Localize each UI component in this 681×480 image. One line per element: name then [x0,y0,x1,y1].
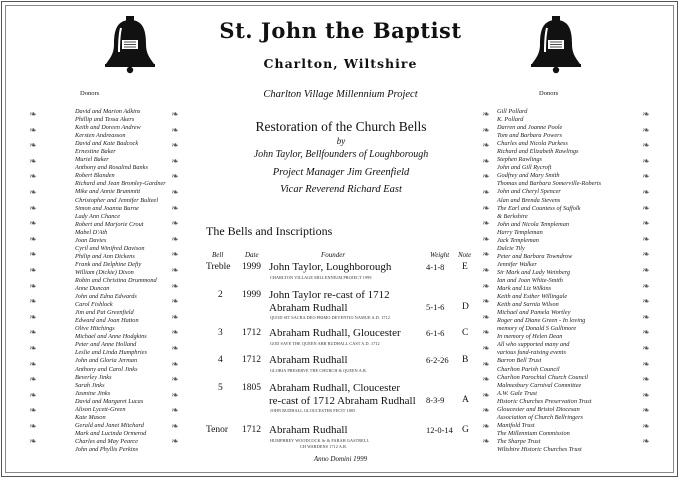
bell-founder-line2: re-cast of 1712 Abraham Rudhall [269,395,416,407]
donor-name: Wiltshire Historic Churches Trust [497,445,582,453]
ornament-glyph: ❧ [29,219,37,230]
ornament-glyph: ❧ [642,141,650,152]
bell-note: E [462,262,468,272]
ornament-glyph: ❧ [642,437,650,448]
bell-date: 1712 [242,355,261,365]
ornament-glyph: ❧ [171,359,179,370]
donor-name: Charles and May Pearce [75,437,138,445]
donor-name: Gloucester and Bristol Diocesan [497,405,580,413]
bell-weight: 12-0-14 [426,425,453,435]
bell-weight: 5-1-6 [426,302,445,312]
donor-name: Robin and Christina Drummond [75,276,157,284]
bell-founder: Abraham Rudhall [269,424,348,436]
ornament-border-left-inner [170,108,180,451]
donor-name: Phillip and Tessa Akers [75,116,135,124]
ornament-glyph: ❧ [482,390,490,401]
ornament-glyph: ❧ [482,406,490,417]
bell-date: 1712 [242,425,261,435]
ornament-glyph: ❧ [29,297,37,308]
ornament-glyph: ❧ [29,281,37,292]
bell-name: 2 [218,290,223,300]
bell-name: 3 [218,328,223,338]
donor-name: John and Gloria Jerman [75,357,138,365]
ornament-glyph: ❧ [171,234,179,245]
ornament-glyph: ❧ [171,156,179,167]
ornament-glyph: ❧ [171,421,179,432]
ornament-glyph: ❧ [29,343,37,354]
donor-name: David and Marion Adkins [75,108,141,115]
ornament-glyph: ❧ [482,234,490,245]
project-manager: Project Manager Jim Greenfield [272,167,410,178]
bell-weight: 6-1-6 [426,328,445,338]
bell-founder: Abraham Rudhall, Cloucester [269,382,401,394]
bell-weight: 4-1-8 [426,262,445,272]
ornament-glyph: ❧ [482,359,490,370]
ornament-glyph: ❧ [482,141,490,152]
donor-name: Mabel D'Ath [75,228,108,236]
ornament-glyph: ❧ [29,172,37,183]
bell-note: C [462,328,469,338]
bell-note: G [462,425,469,435]
ornament-glyph: ❧ [171,219,179,230]
ornament-glyph: ❧ [482,172,490,183]
donor-name: Alison Lycett-Green [75,405,126,413]
donor-name: Keith and Sarnia Wilson [497,301,559,309]
donor-name: Godfrey and Mary Smith [497,172,560,180]
donor-name: Jasmine Jinks [75,389,111,397]
ornament-glyph: ❧ [29,265,37,276]
ornament-glyph: ❧ [482,421,490,432]
ornament-glyph: ❧ [642,234,650,245]
bell-founder: John Taylor re-cast of 1712 [269,289,390,301]
donor-name: Sir Mark and Lady Weinberg [497,268,570,276]
donor-name: Christopher and Jennifer Bulteel [75,196,159,204]
donor-name: Muriel Baker [75,156,109,164]
donor-name: Charles and Nicola Purkess [497,140,568,148]
ornament-glyph: ❧ [642,312,650,323]
ornament-glyph: ❧ [29,328,37,339]
donor-name: John and Nicola Templeman [497,220,570,228]
column-header-note: Note [458,251,472,259]
donor-name: Roger and Diane Green - In loving [497,317,586,325]
ornament-glyph: ❧ [29,234,37,245]
ornament-glyph: ❧ [171,297,179,308]
ornament-glyph: ❧ [29,250,37,261]
bell-weight: 8-3-9 [426,395,445,405]
donor-name: The Millennium Commission [497,429,570,437]
bell-name: Tenor [206,425,229,435]
donor-name: The Earl and Countess of Suffolk [497,204,581,212]
donor-name: Richard and Elizabeth Rawlings [497,148,579,156]
ornament-glyph: ❧ [482,265,490,276]
donor-name: William (Dickie) Dixon [75,268,134,276]
church-title: St. John the Baptist [219,18,462,43]
ornament-glyph: ❧ [171,187,179,198]
ornament-glyph: ❧ [642,156,650,167]
bell-weight: 6-2-26 [426,355,449,365]
donor-name: Beverley Jinks [75,373,112,381]
ornament-glyph: ❧ [642,281,650,292]
ornament-glyph: ❧ [171,265,179,276]
donors-heading-right: Donors [539,90,559,97]
ornament-glyph: ❧ [482,187,490,198]
donor-name: Anne Duncan [75,285,110,293]
donor-name: All who supported many and [497,341,570,349]
bells-section-title: The Bells and Inscriptions [206,224,333,238]
donor-name: Philip and Ann Dickens [75,252,135,260]
bell-inscription-line2: CH WARDENS 1712 A.R. [300,444,348,449]
ornament-glyph: ❧ [642,265,650,276]
ornament-glyph: ❧ [29,375,37,386]
bell-name: 5 [218,383,223,393]
column-header-date: Date [245,251,259,259]
ornament-glyph: ❧ [171,141,179,152]
bell-date: 1999 [242,290,261,300]
ornament-glyph: ❧ [642,390,650,401]
donor-name: Mark and Lucinda Ormerod [75,429,147,437]
donor-name: John and Edna Edwards [75,293,137,301]
donor-name: Mike and Annie Brummitt [75,188,141,196]
bell-name: 4 [218,355,223,365]
ornament-glyph: ❧ [171,110,179,120]
donor-name: Joan Davies [75,236,107,244]
bell-date: 1999 [242,262,261,272]
ornament-glyph: ❧ [482,203,490,214]
location-subtitle: Charlton, Wiltshire [263,56,418,71]
bell-founder-line2: Abraham Rudhall [269,302,348,314]
donor-name: Peter and Barbara Towndrow [497,252,573,260]
restoration-by: by [336,136,346,146]
donor-name: memory of Donald S Gullimore [497,325,577,333]
ornament-glyph: ❧ [642,219,650,230]
ornament-glyph: ❧ [171,250,179,261]
ornament-glyph: ❧ [171,375,179,386]
ornament-glyph: ❧ [171,406,179,417]
bell-inscription: QUOD SIT SACRA DEO PRIMO DEVENTIO NAMUE A.D. 1712 [270,315,390,320]
donor-name: Kate Mason [75,413,106,421]
donor-name: Thomas and Barbara Somerville-Roberts [497,180,602,188]
donor-name: A.W. Gale Trust [497,389,538,397]
ornament-glyph: ❧ [642,125,650,136]
restoration-heading: Restoration of the Church Bells [255,119,427,134]
ornament-glyph: ❧ [642,406,650,417]
donor-name: Historic Churches Preservation Trust [497,397,592,405]
ornament-glyph: ❧ [642,421,650,432]
bell-founder: John Taylor, Loughborough [269,261,392,273]
ornament-glyph: ❧ [171,328,179,339]
donor-list-left [75,108,166,454]
bell-founder: Abraham Rudhall [269,354,348,366]
donor-name: Mark and Liz Wilkins [497,285,552,293]
ornament-glyph: ❧ [482,250,490,261]
donor-name: Gill Pollard [497,108,528,115]
ornament-glyph: ❧ [171,281,179,292]
anno-domini: Anno Domini 1999 [313,455,368,463]
donor-name: Carol Fishlock [75,301,113,309]
donor-name: John and Gill Rycroft [497,164,552,172]
donor-name: Lady Ann Chance [75,212,121,220]
donor-name: Michael and Pamela Wortley [497,309,571,317]
donor-name: Dulcie Tily [497,244,525,252]
ornament-glyph: ❧ [642,250,650,261]
ornament-glyph: ❧ [642,203,650,214]
donor-name: Darren and Joanne Poole [497,124,563,132]
donor-name: Anthony and Carol Jinks [75,365,138,373]
donor-name: K. Pollard [497,116,524,124]
bell-founder: Abraham Rudhall, Gloucester [269,327,401,339]
donor-name: Manifold Trust [497,421,535,429]
ornament-glyph: ❧ [29,187,37,198]
project-name: Charlton Village Millennium Project [263,89,418,100]
donor-name: Anthony and Rosalind Banks [75,164,148,172]
donor-name: Jack Templeman [497,236,539,244]
ornament-glyph: ❧ [29,156,37,167]
donor-name: Edward and Joan Hatton [75,317,139,325]
bell-note: B [462,355,469,365]
ornament-glyph: ❧ [642,297,650,308]
donor-name: Gerald and Janet Mitchard [75,421,144,429]
ornament-glyph: ❧ [171,125,179,136]
ornament-glyph: ❧ [171,203,179,214]
ornament-glyph: ❧ [171,437,179,448]
donor-name: Jim and Pat Greenfield [75,309,134,317]
donor-name: Alan and Brenda Stevens [497,196,561,204]
bell-name: Treble [206,262,231,272]
ornament-glyph: ❧ [642,343,650,354]
vicar: Vicar Reverend Richard East [280,184,402,195]
ornament-border-right [641,108,651,451]
donor-name: Harry Templeman [497,228,543,236]
ornament-glyph: ❧ [482,156,490,167]
bell-inscription: GLORIA PRESERVE THE CHURCH & QUEEN A.R. [270,368,368,373]
donor-name: Charlton Parochial Church Council [497,373,589,381]
ornament-glyph: ❧ [171,172,179,183]
ornament-glyph: ❧ [29,390,37,401]
donor-name: Kersten Andreasson [75,132,126,140]
donor-name: Jennifer Walker [497,260,537,268]
ornament-border-left [28,108,38,451]
donors-heading-left: Donors [80,90,100,97]
ornament-glyph: ❧ [29,312,37,323]
donor-name: Sarah Jinks [75,381,105,389]
ornament-glyph: ❧ [642,172,650,183]
donor-name: Robert and Marjorie Crout [75,220,144,228]
donor-name: In memory of Helen Dean [497,333,563,341]
ornament-glyph: ❧ [29,359,37,370]
ornament-glyph: ❧ [482,297,490,308]
ornament-glyph: ❧ [482,343,490,354]
ornament-glyph: ❧ [482,437,490,448]
ornament-glyph: ❧ [482,375,490,386]
ornament-glyph: ❧ [482,328,490,339]
bell-note: D [462,302,469,312]
donor-name: & Berkshire [497,212,528,220]
column-header-weight: Weight [430,251,450,259]
ornament-glyph: ❧ [29,421,37,432]
ornament-glyph: ❧ [482,110,490,120]
donor-name: Olive Hitchings [75,325,115,333]
donor-name: David and Margaret Lucas [75,397,144,405]
donor-name: Charlton Parish Council [497,365,560,373]
donor-name: Malmesbury Carnival Committee [497,381,582,389]
donor-name: Frank and Delphine Defty [75,260,142,268]
ornament-glyph: ❧ [29,110,37,120]
bellfounders: John Taylor, Bellfounders of Loughborough [253,149,429,160]
bell-inscription: CHARLTON VILLAGE MILLENNIUM PROJECT 1999 [270,275,372,280]
bell-inscription: HUMPHREY WOODCOCK Sr & FARAH GASTRELL [270,438,370,443]
ornament-glyph: ❧ [171,390,179,401]
bell-inscription: GOD SAVE THE QUEEN ABR RUDHALL CAST A.D. 1712 [270,341,380,346]
ornament-glyph: ❧ [482,219,490,230]
ornament-glyph: ❧ [482,281,490,292]
ornament-glyph: ❧ [171,343,179,354]
donor-name: Stephen Rawlings [497,156,542,164]
ornament-glyph: ❧ [29,141,37,152]
donor-name: Simon and Joanna Burne [75,204,139,212]
donor-name: Richard and Jean Bromley-Gardner [75,180,166,188]
column-header-founder: Founder [321,251,346,259]
donor-name: various fund-raising events [497,349,566,357]
ornament-glyph: ❧ [29,203,37,214]
donor-name: John and Cheryl Spencer [497,188,561,196]
donor-name: Peter and Anne Holland [75,341,137,349]
donor-list-right [497,108,601,454]
donor-name: Keith and Doreen Andrew [75,124,141,132]
donor-name: Robert Blanden [75,172,115,180]
donor-name: John and Phyllis Perkins [75,445,139,453]
bell-date: 1805 [242,383,261,393]
donor-name: Tom and Barbara Powers [497,132,563,140]
donor-name: The Sharpe Trust [497,437,541,445]
column-header-bell: Bell [212,251,224,259]
ornament-glyph: ❧ [29,437,37,448]
ornament-glyph: ❧ [642,359,650,370]
ornament-glyph: ❧ [642,187,650,198]
donor-name: Keith and Esther Willingale [497,293,568,301]
ornament-glyph: ❧ [642,375,650,386]
donor-name: Leslie and Linda Humphries [75,349,147,357]
donor-name: Ernestine Baker [75,148,116,156]
ornament-glyph: ❧ [29,125,37,136]
donor-name: Ian and Joan White-Smith [497,276,563,284]
ornament-glyph: ❧ [642,110,650,120]
donor-name: David and Kate Badcock [75,140,139,148]
ornament-glyph: ❧ [29,406,37,417]
donor-name: Michael and Anne Hodgkins [75,333,147,341]
donor-name: Barron Bell Trust [497,357,542,365]
ornament-glyph: ❧ [171,312,179,323]
ornament-glyph: ❧ [482,125,490,136]
bell-note: A [462,395,469,405]
ornament-glyph: ❧ [642,328,650,339]
bell-date: 1712 [242,328,261,338]
ornament-glyph: ❧ [482,312,490,323]
donor-name: Cyril and Winifred Davison [75,244,145,252]
donor-name: Association of Church Bellringers [497,413,583,421]
bell-inscription: JOHN RUDHALL GLOUCESTER FECIT 1805 [270,408,356,413]
